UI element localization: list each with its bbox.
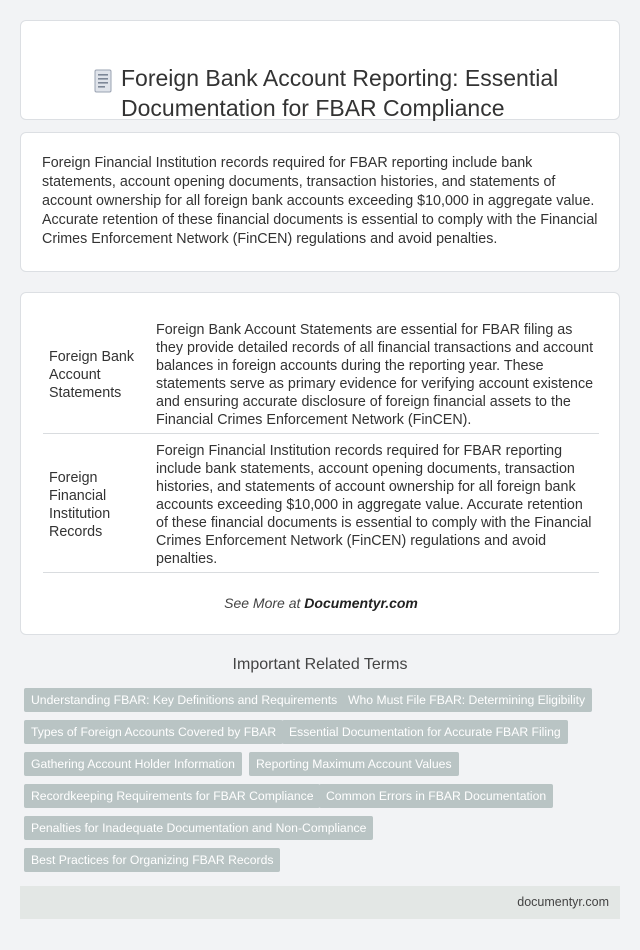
related-tag[interactable]: Common Errors in FBAR Documentation [319,784,553,808]
see-more-link[interactable] [21,595,621,611]
related-tag[interactable]: Types of Foreign Accounts Covered by FBAR [24,720,283,744]
related-tag[interactable]: Essential Documentation for Accurate FBAR Filing [282,720,568,744]
row-description: Foreign Bank Account Statements are essential for FBAR filing as they provide detailed records of all financial transactions and account balances in foreign accounts during the reporting year. These statements serve as primary evidence for verifying account existence and ensuring accurate disclosure of foreign financial assets to the Financial Crimes Enforcement Network (FinCEN). [156,322,594,428]
intro-paragraph: Foreign Financial Institution records required for FBAR reporting include bank statements, account opening documents, transaction histories, and statements of account ownership for all foreign bank accounts exceeding $10,000 in aggregate value. Accurate retention of these financial documents is essential to comply with the Financial Crimes Enforcement Network (FinCEN) regulations and avoid penalties. [42,155,598,247]
related-tag[interactable]: Reporting Maximum Account Values [249,752,459,776]
see-more-prefix: See More at [224,595,305,611]
document-icon [93,69,113,93]
related-tag[interactable]: Gathering Account Holder Information [24,752,242,776]
row-label: Foreign Financial Institution Records [49,470,111,540]
row-label: Foreign Bank Account Statements [49,349,135,401]
table-row [43,293,599,434]
page-title [121,63,601,123]
related-tag[interactable]: Understanding FBAR: Key Definitions and Requirements [24,688,344,712]
see-more-site[interactable]: Documentyr.com [304,595,418,611]
page-title-line-2: Documentation for FBAR Compliance [121,95,505,121]
details-table-card [20,292,620,635]
related-tag[interactable]: Recordkeeping Requirements for FBAR Compliance [24,784,320,808]
related-tag[interactable]: Penalties for Inadequate Documentation and Non-Compliance [24,816,373,840]
intro-card [20,132,620,272]
related-terms-heading: Important Related Terms [232,656,408,673]
title-card [20,20,620,120]
table-row [43,434,599,573]
footer-site-link[interactable]: documentyr.com [517,895,609,909]
footer [20,886,620,919]
row-description: Foreign Financial Institution records required for FBAR reporting include bank statements, account opening documents, transaction histories, and statements of account ownership for all foreign bank accounts exceeding $10,000 in aggregate value. Accurate retention of these financial documents is essential to comply with the Financial Crimes Enforcement Network (FinCEN) regulations and avoid penalties. [156,443,592,567]
page-title-line-1: Foreign Bank Account Reporting: Essential [121,65,559,91]
related-tag[interactable]: Who Must File FBAR: Determining Eligibility [341,688,592,712]
related-tag[interactable]: Best Practices for Organizing FBAR Records [24,848,280,872]
